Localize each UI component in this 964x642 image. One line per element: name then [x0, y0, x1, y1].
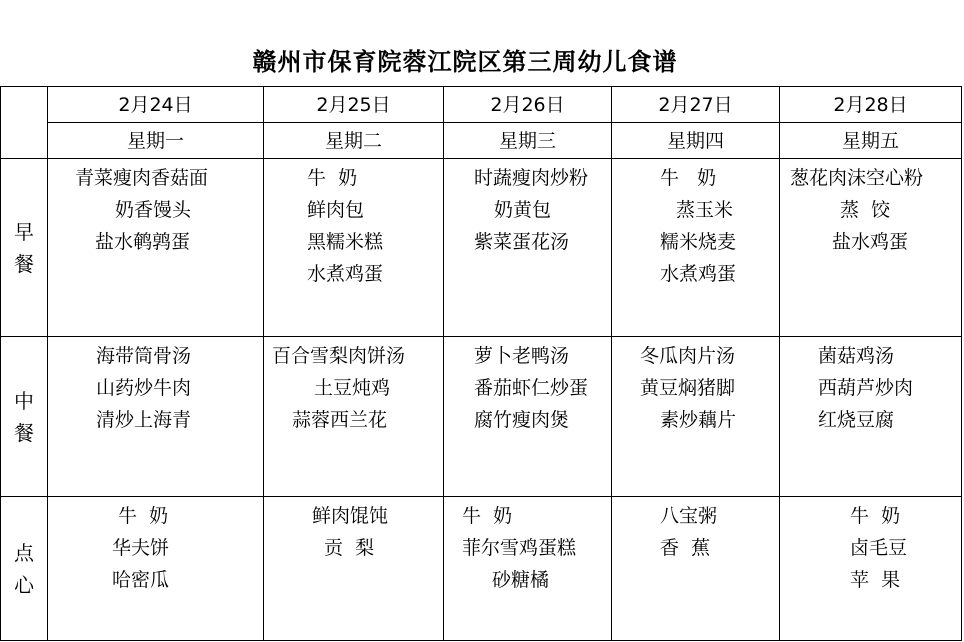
dish-item: 腐竹瘦肉煲 — [474, 409, 570, 431]
dish-item: 水煮鸡蛋 — [307, 263, 384, 285]
menu-cell — [48, 159, 264, 337]
menu-cell — [612, 497, 780, 641]
meal-label-char: 餐 — [14, 251, 34, 276]
dish-item: 菌菇鸡汤 — [818, 345, 895, 367]
menu-cell — [444, 497, 612, 641]
weekday-cell: 星期二 — [264, 123, 444, 159]
meal-label-char: 中 — [14, 388, 34, 413]
meal-label-char: 餐 — [14, 420, 34, 445]
menu-cell — [780, 159, 962, 337]
menu-cell — [264, 497, 444, 641]
dish-item: 牛 奶 — [307, 167, 358, 189]
dish-item: 番茄虾仁炒蛋 — [474, 377, 589, 399]
dish-item: 贡 梨 — [324, 537, 375, 559]
menu-cell — [264, 159, 444, 337]
meal-label-char: 点 — [14, 540, 34, 565]
dish-item: 素炒藕片 — [660, 409, 737, 431]
dish-item: 土豆炖鸡 — [314, 377, 391, 399]
dish-item: 糯米烧麦 — [660, 231, 737, 253]
menu-cell — [48, 497, 264, 641]
page-title: 赣州市保育院蓉江院区第三周幼儿食谱 — [252, 47, 678, 76]
weekday-row — [1, 123, 962, 159]
dish-item: 牛 奶 — [850, 505, 901, 527]
dish-item: 牛 奶 — [462, 505, 513, 527]
meal-label-char: 心 — [14, 572, 34, 597]
menu-cell — [444, 337, 612, 497]
dish-item: 葱花肉沫空心粉 — [790, 167, 924, 189]
dish-item: 红烧豆腐 — [818, 409, 895, 431]
dish-item: 紫菜蛋花汤 — [474, 231, 570, 253]
menu-cell — [444, 159, 612, 337]
dish-item: 盐水鹌鹑蛋 — [95, 231, 191, 253]
dish-item: 青菜瘦肉香菇面 — [75, 167, 209, 189]
weekday-cell: 星期一 — [48, 123, 264, 159]
dish-item: 卤毛豆 — [850, 537, 908, 559]
dish-item: 清炒上海青 — [96, 409, 192, 431]
dish-item: 华夫饼 — [112, 537, 170, 559]
menu-cell — [264, 337, 444, 497]
dish-item: 萝卜老鸭汤 — [474, 345, 570, 367]
dish-item: 山药炒牛肉 — [96, 377, 192, 399]
dish-item: 蒸玉米 — [676, 199, 734, 221]
dish-item: 奶黄包 — [494, 199, 552, 221]
dish-item: 鲜肉馄饨 — [312, 505, 389, 527]
date-cell: 2月24日 — [48, 87, 264, 123]
dish-item: 时蔬瘦肉炒粉 — [474, 167, 589, 189]
meal-label — [1, 497, 48, 641]
dish-item: 苹 果 — [850, 569, 901, 591]
date-row — [1, 87, 962, 123]
date-cell: 2月26日 — [444, 87, 612, 123]
weekday-cell: 星期五 — [780, 123, 962, 159]
dish-item: 香 蕉 — [660, 537, 711, 559]
dish-item: 蒜蓉西兰花 — [292, 409, 388, 431]
menu-cell — [780, 337, 962, 497]
dish-item: 鲜肉包 — [307, 199, 365, 221]
dish-item: 牛 奶 — [660, 167, 717, 189]
menu-cell — [780, 497, 962, 641]
menu-cell — [612, 159, 780, 337]
date-cell: 2月28日 — [780, 87, 962, 123]
meal-row-lunch — [1, 337, 962, 497]
dish-item: 海带筒骨汤 — [96, 345, 192, 367]
dish-item: 水煮鸡蛋 — [660, 263, 737, 285]
meal-row-snack — [1, 497, 962, 641]
dish-item: 百合雪梨肉饼汤 — [272, 345, 406, 367]
menu-table — [0, 86, 962, 641]
dish-item: 菲尔雪鸡蛋糕 — [462, 537, 577, 559]
date-cell: 2月27日 — [612, 87, 780, 123]
menu-cell — [612, 337, 780, 497]
meal-label-char: 早 — [14, 219, 34, 244]
dish-item: 蒸 饺 — [840, 199, 891, 221]
dish-item: 黑糯米糕 — [307, 231, 384, 253]
corner-cell — [1, 87, 48, 159]
dish-item: 奶香馒头 — [115, 199, 192, 221]
meal-label — [1, 159, 48, 337]
date-cell: 2月25日 — [264, 87, 444, 123]
dish-item: 牛 奶 — [118, 505, 169, 527]
menu-cell — [48, 337, 264, 497]
weekday-cell: 星期三 — [444, 123, 612, 159]
dish-item: 八宝粥 — [660, 505, 718, 527]
weekday-cell: 星期四 — [612, 123, 780, 159]
dish-item: 哈密瓜 — [112, 569, 170, 591]
meal-label — [1, 337, 48, 497]
dish-item: 砂糖橘 — [492, 569, 550, 591]
meal-row-breakfast — [1, 159, 962, 337]
dish-item: 盐水鸡蛋 — [832, 231, 909, 253]
dish-item: 黄豆焖猪脚 — [640, 377, 736, 399]
dish-item: 冬瓜肉片汤 — [640, 345, 736, 367]
dish-item: 西葫芦炒肉 — [818, 377, 914, 399]
